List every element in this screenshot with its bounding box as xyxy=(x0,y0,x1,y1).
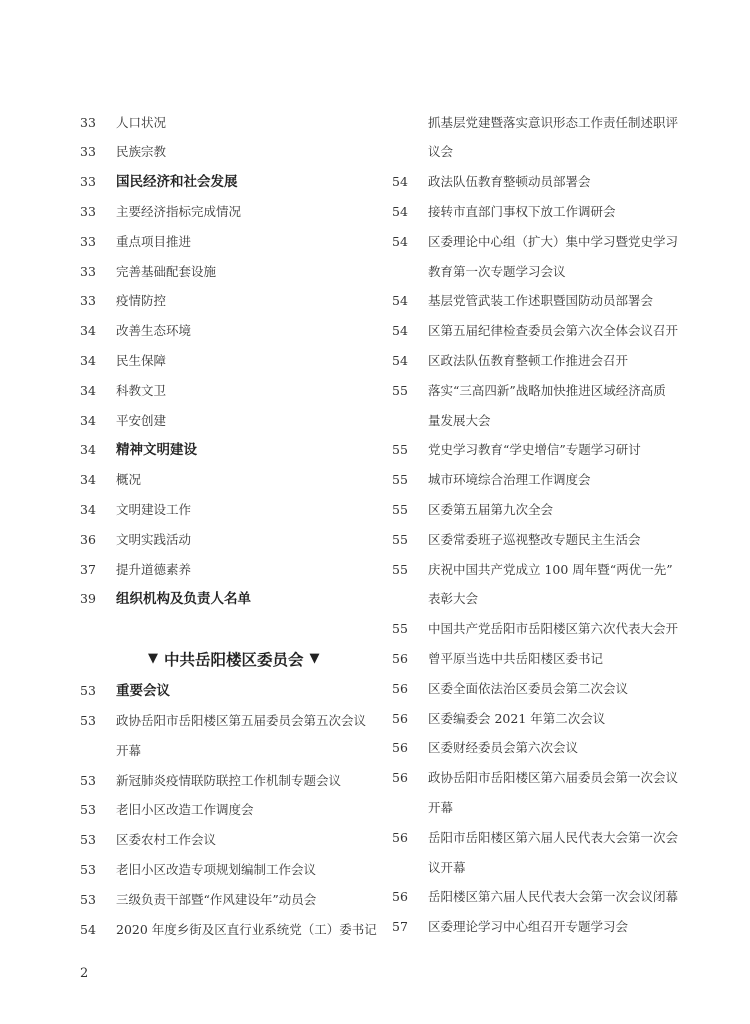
toc-entry xyxy=(80,525,380,555)
toc-page-number: 33 xyxy=(80,204,96,220)
toc-page-number: 34 xyxy=(80,412,96,428)
toc-entry xyxy=(392,644,692,674)
toc-entry-title: 议开幕 xyxy=(428,859,466,875)
toc-entry-title: 教育第一次专题学习会议 xyxy=(428,263,566,279)
toc-entry xyxy=(80,766,380,796)
toc-entry xyxy=(80,108,380,138)
toc-entry-title: 老旧小区改造专项规划编制工作会议 xyxy=(116,861,317,877)
toc-page-number: 53 xyxy=(80,772,96,788)
toc-entry-title: 疫情防控 xyxy=(116,293,167,309)
toc-entry-title: 城市环境综合治理工作调度会 xyxy=(428,472,591,488)
toc-page-number: 55 xyxy=(392,531,408,547)
toc-page-number: 56 xyxy=(392,829,408,845)
toc-page-number: 55 xyxy=(392,561,408,577)
toc-entry xyxy=(392,287,692,317)
toc-entry-title: 重点项目推进 xyxy=(116,233,192,249)
toc-entry-title: 文明建设工作 xyxy=(116,502,192,517)
toc-entry-title: 区第五届纪律检查委员会第六次全体会议召开 xyxy=(428,323,679,339)
toc-entry-title: 量发展大会 xyxy=(428,412,491,428)
toc-entry-title: 区委理论学习中心组召开专题学习会 xyxy=(428,919,629,935)
toc-entry-title: 区委理论中心组（扩大）集中学习暨党史学习 xyxy=(428,233,679,249)
toc-page-number: 56 xyxy=(392,889,408,905)
toc-page-number: 33 xyxy=(80,114,96,130)
toc-entry xyxy=(392,346,692,376)
toc-entry-title: 区委常委班子巡视整改专题民主生活会 xyxy=(428,531,641,547)
toc-page-number: 33 xyxy=(80,293,96,309)
toc-entry xyxy=(392,525,692,555)
toc-entry xyxy=(80,346,380,376)
toc-entry-title: 落实“三高四新”战略加快推进区域经济高质 xyxy=(428,382,666,398)
toc-page-number: 33 xyxy=(80,174,96,190)
toc-entry xyxy=(392,495,692,525)
toc-entry xyxy=(392,555,692,585)
toc-entry-continuation xyxy=(392,138,692,168)
toc-entry xyxy=(392,168,692,198)
toc-entry-continuation xyxy=(392,793,692,823)
toc-page-number: 53 xyxy=(80,683,96,699)
toc-entry-title: 基层党管武装工作述职暨国防动员部署会 xyxy=(428,293,654,309)
toc-page-number: 34 xyxy=(80,382,96,398)
toc-entry-title: 中国共产党岳阳市岳阳楼区第六次代表大会开 xyxy=(428,621,679,637)
toc-page-number: 34 xyxy=(80,502,96,517)
toc-page-number: 33 xyxy=(80,233,96,249)
toc-entry-title: 民族宗教 xyxy=(116,144,167,160)
toc-page-number: 33 xyxy=(80,144,96,160)
toc-entry xyxy=(392,376,692,406)
toc-page-number: 36 xyxy=(80,531,96,547)
toc-entry xyxy=(392,317,692,347)
toc-entry xyxy=(80,227,380,257)
page-number: 2 xyxy=(80,966,89,981)
toc-page-number: 54 xyxy=(392,353,408,369)
toc-page-number: 54 xyxy=(392,233,408,249)
toc-entry-title: 岳阳楼区第六届人民代表大会第一次会议闭幕 xyxy=(428,889,679,905)
toc-page-number: 56 xyxy=(392,710,408,726)
toc-page-number: 54 xyxy=(392,293,408,309)
toc-page-number: 53 xyxy=(80,802,96,818)
toc-entry-title: 平安创建 xyxy=(116,412,167,428)
toc-entry xyxy=(392,436,692,466)
toc-entry-title: 政协岳阳市岳阳楼区第六届委员会第一次会议 xyxy=(428,770,679,786)
toc-entry-title: 岳阳市岳阳楼区第六届人民代表大会第一次会 xyxy=(428,829,679,845)
toc-entry-title: 老旧小区改造工作调度会 xyxy=(116,802,254,818)
toc-entry xyxy=(80,555,380,585)
toc-section-entry xyxy=(80,585,380,615)
toc-entry-title: 抓基层党建暨落实意识形态工作责任制述职评 xyxy=(428,114,679,130)
toc-entry-title: 庆祝中国共产党成立 100 周年暨“两优一先” xyxy=(428,561,673,577)
toc-page-number: 34 xyxy=(80,472,96,488)
toc-entry xyxy=(80,826,380,856)
toc-entry-title: 主要经济指标完成情况 xyxy=(116,204,242,220)
toc-entry-continuation xyxy=(392,406,692,436)
toc-entry-title: 精神文明建设 xyxy=(116,441,197,458)
toc-page-number: 55 xyxy=(392,382,408,398)
toc-entry-title: 党史学习教育“学史增信”专题学习研讨 xyxy=(428,442,641,458)
toc-entry-title: 文明实践活动 xyxy=(116,531,192,547)
toc-left-bottom-list xyxy=(80,677,380,945)
toc-entry-title: 接转市直部门事权下放工作调研会 xyxy=(428,204,616,220)
toc-entry-title: 民生保障 xyxy=(116,353,167,369)
toc-entry xyxy=(392,764,692,794)
toc-entry xyxy=(80,915,380,945)
toc-left-top-list xyxy=(80,108,380,615)
toc-entry-title: 区委农村工作会议 xyxy=(116,832,217,848)
toc-page-number: 54 xyxy=(392,323,408,339)
toc-left-column xyxy=(80,108,380,945)
toc-entry xyxy=(392,734,692,764)
toc-entry-title: 区委全面依法治区委员会第二次会议 xyxy=(428,680,629,696)
toc-right-list xyxy=(392,108,692,942)
toc-entry xyxy=(80,706,380,736)
toc-page-number: 33 xyxy=(80,263,96,279)
toc-entry xyxy=(80,287,380,317)
toc-page-number: 57 xyxy=(392,919,408,935)
toc-page-number: 54 xyxy=(392,174,408,190)
toc-section-entry xyxy=(80,436,380,466)
toc-entry-continuation xyxy=(392,108,692,138)
toc-page-number: 53 xyxy=(80,891,96,907)
toc-entry xyxy=(80,855,380,885)
toc-entry xyxy=(392,674,692,704)
toc-entry-title: 科教文卫 xyxy=(116,382,167,398)
toc-entry-title: 区委第五届第九次全会 xyxy=(428,502,554,517)
section-spacer xyxy=(80,615,380,641)
toc-page-number: 56 xyxy=(392,650,408,666)
toc-entry-title: 2020 年度乡街及区直行业系统党（工）委书记 xyxy=(116,921,377,937)
toc-entry-title: 概况 xyxy=(116,472,142,488)
toc-entry xyxy=(392,704,692,734)
toc-entry-title: 议会 xyxy=(428,144,454,160)
toc-page-number: 53 xyxy=(80,712,96,728)
toc-entry xyxy=(80,257,380,287)
toc-entry-title: 人口状况 xyxy=(116,114,167,130)
toc-entry-title: 国民经济和社会发展 xyxy=(116,173,238,190)
toc-entry xyxy=(80,406,380,436)
toc-page-number: 53 xyxy=(80,832,96,848)
toc-page-number: 56 xyxy=(392,680,408,696)
toc-page-number: 54 xyxy=(80,921,96,937)
toc-entry xyxy=(80,376,380,406)
toc-page-number: 56 xyxy=(392,770,408,786)
toc-page-number: 34 xyxy=(80,353,96,369)
toc-entry xyxy=(80,197,380,227)
toc-entry-title: 组织机构及负责人名单 xyxy=(116,590,251,607)
toc-page-number: 55 xyxy=(392,621,408,637)
toc-entry-title: 区政法队伍教育整顿工作推进会召开 xyxy=(428,353,629,369)
toc-entry xyxy=(80,885,380,915)
toc-entry-title: 改善生态环境 xyxy=(116,323,192,339)
toc-entry xyxy=(392,883,692,913)
toc-entry xyxy=(392,913,692,943)
toc-entry xyxy=(80,138,380,168)
toc-page-number: 56 xyxy=(392,740,408,756)
toc-entry xyxy=(80,495,380,525)
toc-entry-title: 提升道德素养 xyxy=(116,561,192,577)
section-heading xyxy=(80,641,380,677)
toc-entry-title: 开幕 xyxy=(428,799,454,815)
toc-page-number: 53 xyxy=(80,861,96,877)
toc-page-number: 54 xyxy=(392,204,408,220)
toc-page-number: 37 xyxy=(80,561,96,577)
toc-entry-title: 区委编委会 2021 年第二次会议 xyxy=(428,710,606,726)
toc-entry-title: 开幕 xyxy=(116,742,142,758)
toc-entry-continuation xyxy=(392,853,692,883)
toc-entry-title: 新冠肺炎疫情联防联控工作机制专题会议 xyxy=(116,772,342,788)
toc-entry xyxy=(80,796,380,826)
toc-entry xyxy=(392,466,692,496)
toc-page-number: 55 xyxy=(392,472,408,488)
toc-entry-title: 表彰大会 xyxy=(428,591,479,607)
toc-section-entry xyxy=(80,677,380,707)
toc-section-entry xyxy=(80,168,380,198)
section-title: 中共岳阳楼区委员会 xyxy=(164,650,304,669)
toc-entry-continuation xyxy=(392,585,692,615)
toc-entry xyxy=(80,317,380,347)
toc-entry-title: 区委财经委员会第六次会议 xyxy=(428,740,579,756)
toc-entry-title: 政协岳阳市岳阳楼区第五届委员会第五次会议 xyxy=(116,712,367,728)
toc-entry-title: 曾平原当选中共岳阳楼区委书记 xyxy=(428,650,604,666)
toc-entry xyxy=(392,227,692,257)
toc-entry-continuation xyxy=(80,736,380,766)
triangle-down-icon: ▼ xyxy=(309,651,320,667)
toc-entry xyxy=(80,466,380,496)
toc-entry-title: 政法队伍教育整顿动员部署会 xyxy=(428,174,591,190)
toc-entry xyxy=(392,823,692,853)
toc-page-number: 39 xyxy=(80,591,96,607)
toc-page-number: 55 xyxy=(392,442,408,458)
toc-entry-continuation xyxy=(392,257,692,287)
toc-entry-title: 完善基础配套设施 xyxy=(116,263,217,279)
toc-page-number: 55 xyxy=(392,502,408,517)
toc-entry-title: 三级负责干部暨“作风建设年”动员会 xyxy=(116,891,317,907)
toc-entry-title: 重要会议 xyxy=(116,682,170,699)
toc-page-number: 34 xyxy=(80,442,96,458)
toc-page-number: 34 xyxy=(80,323,96,339)
toc-entry xyxy=(392,197,692,227)
toc-entry xyxy=(392,615,692,645)
toc-right-column xyxy=(392,108,692,942)
triangle-down-icon: ▼ xyxy=(148,651,158,667)
